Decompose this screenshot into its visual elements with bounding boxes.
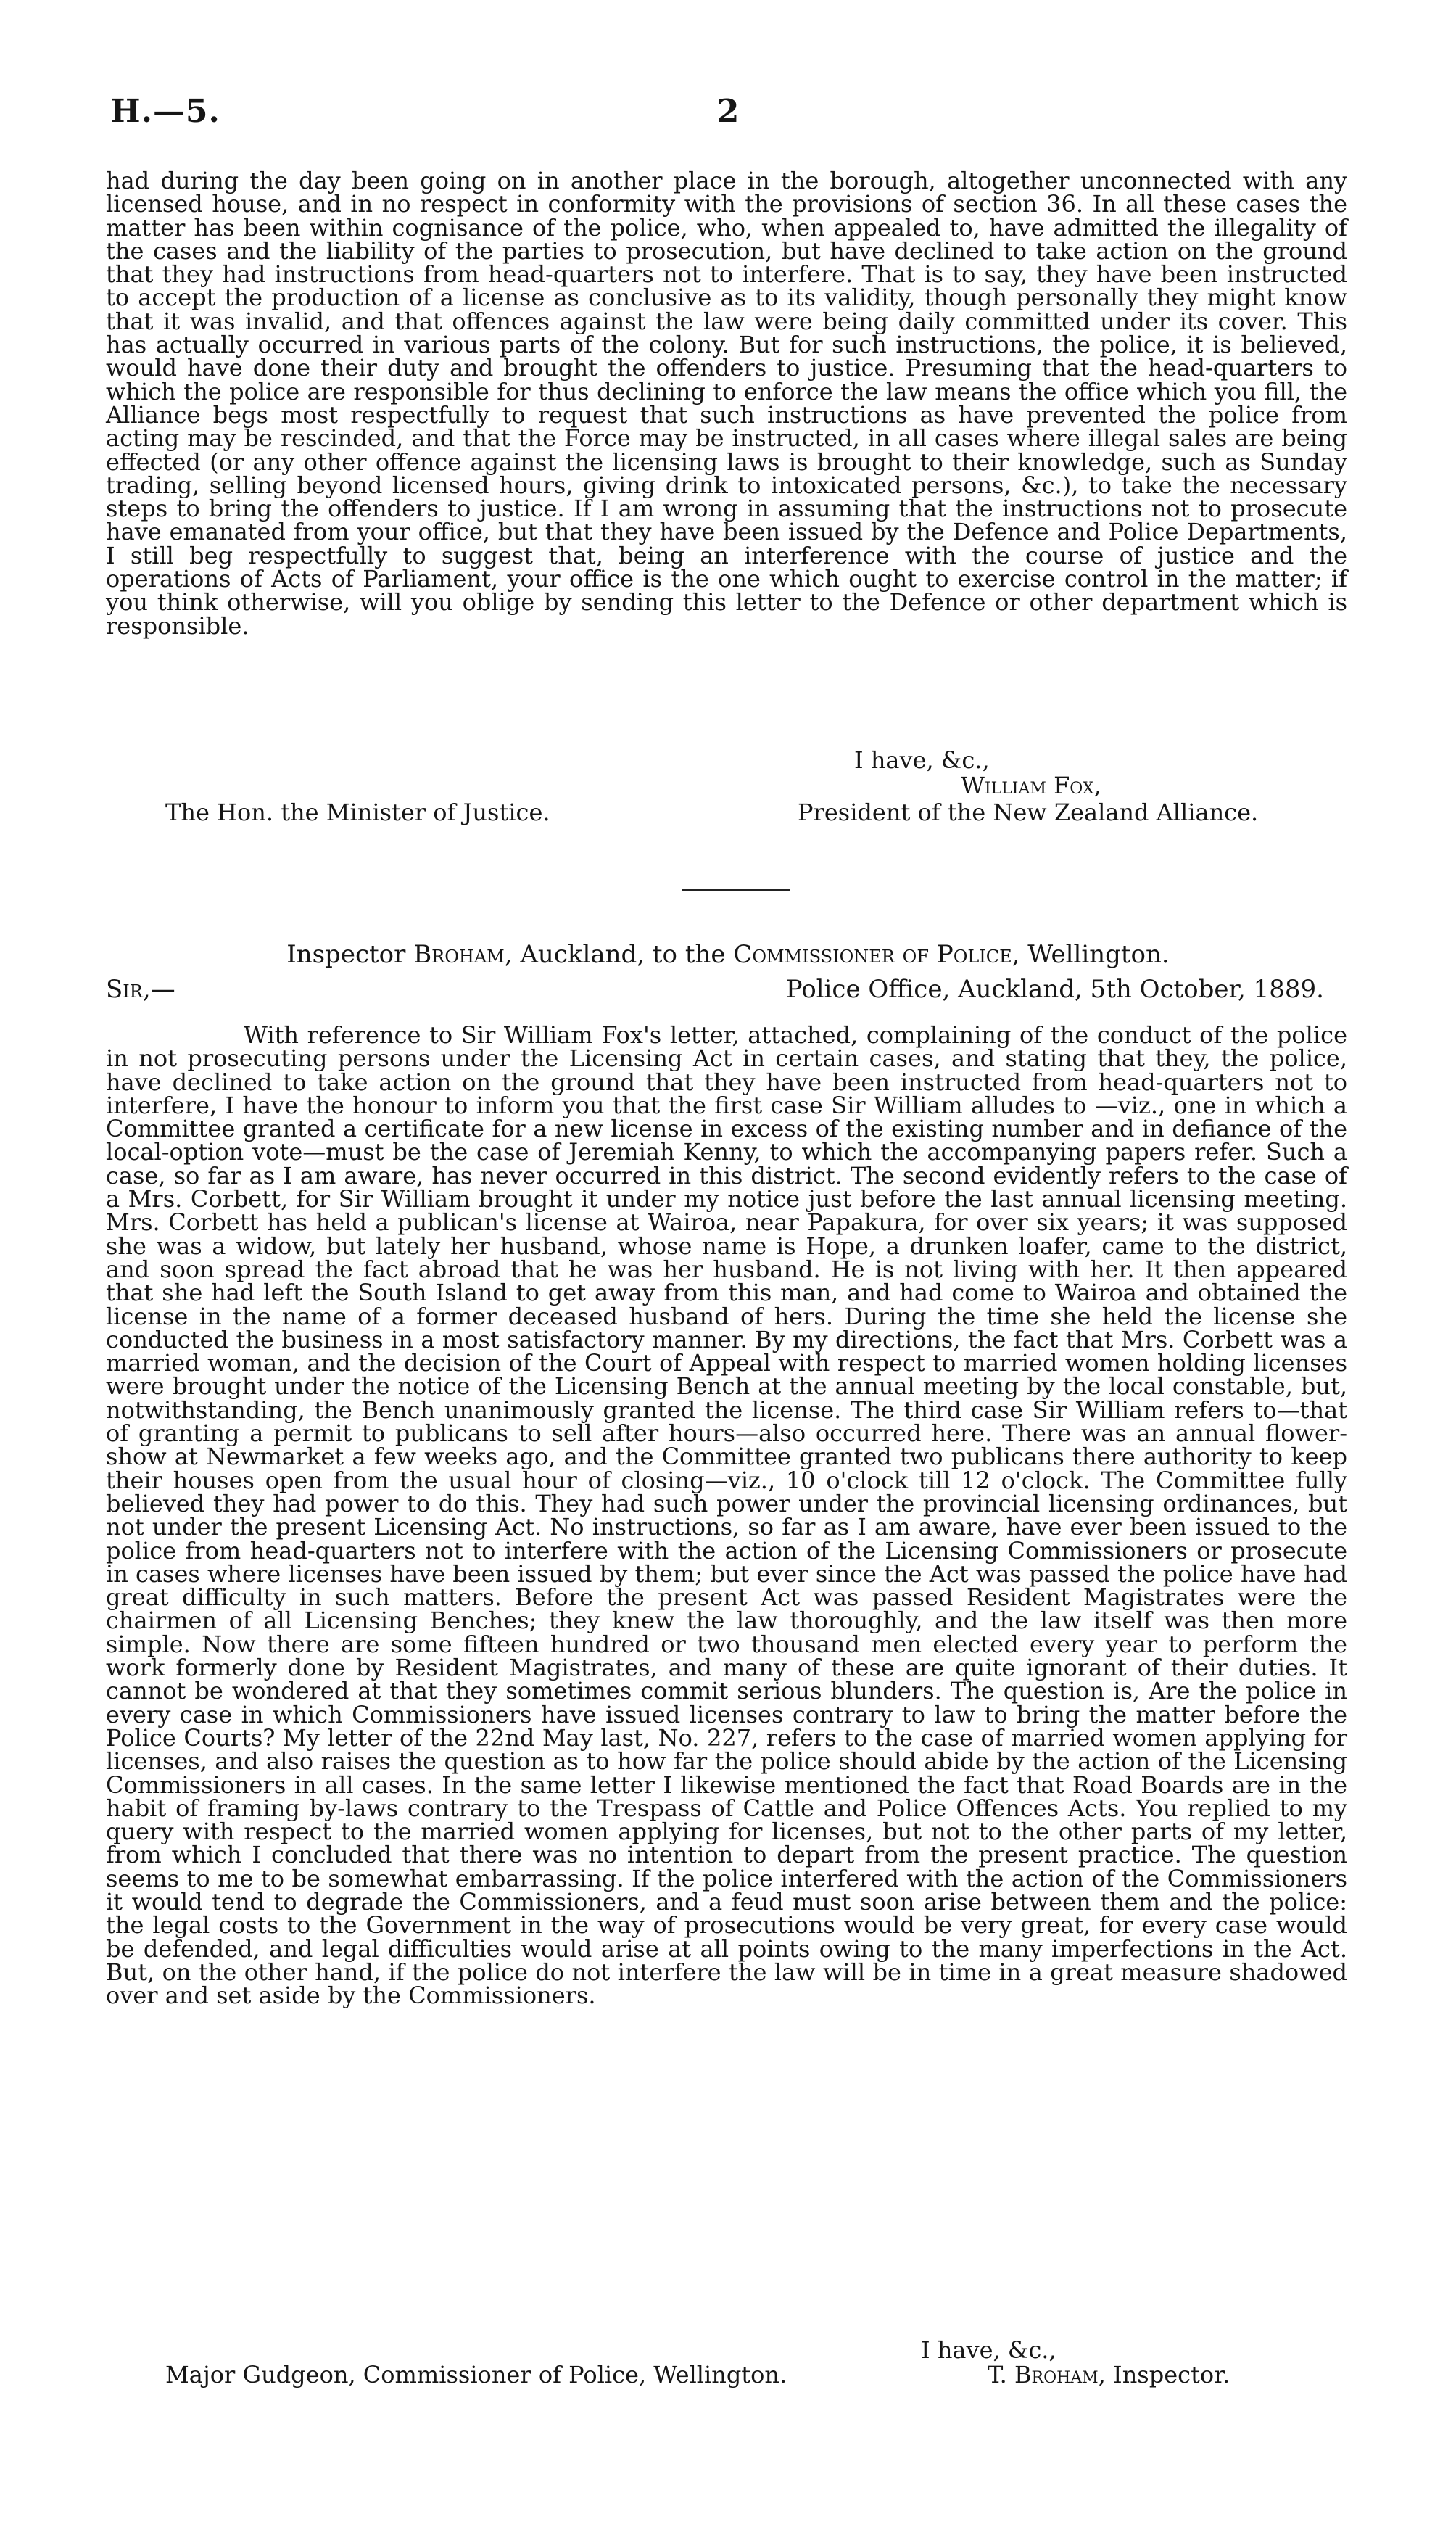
letter-broham-paragraph: With reference to Sir William Fox's letter, attached, complaining of the conduct of the police in not prosecuting persons under the Licensing Act in certain cases, and stating that they, the police, have declined to take action on the ground that they have been instructed from head-quarters not to interfere, I have the honour to inform you that the first case Sir William alludes to —viz., one in which a Committee granted a certificate for a new license in excess of the existing number and in defiance of the local-option vote—must be the case of Jeremiah Kenny, to which the accompanying papers refer. Such a case, so far as I am aware, has never occurred in this district. The second evidently refers to the case of a Mrs. Corbett, for Sir William brought it under my notice just before the last annual licensing meeting. Mrs. Corbett has held a publican's license at Wairoa, near Papakura, for over six years; it was supposed she was a widow, but lately her husband, whose name is Hope, a drunken loafer, came to the district, and soon spread the fact abroad that he was her husband. He is not living with her. It then appeared that she had left the South Island to get away from this man, and had come to Wairoa and obtained the license in the name of a former deceased husband of hers. During the time she held the license she conducted the business in a most satisfactory manner. By my directions, the fact that Mrs. Corbett was a married woman, and the decision of the Court of Appeal with respect to married women holding licenses were brought under the notice of the Licensing Bench at the annual meeting by the local constable, but, notwithstanding, the Bench unanimously granted the license. The third case Sir William refers to—that of granting a permit to publicans to sell after hours—also occurred here. There was an annual flower-show at Newmarket a few weeks ago, and the Committee granted two publicans there authority to keep their houses open from the usual hour of closing—viz., 10 o'clock till 12 o'clock. The Committee fully believed they had power to do this. They had such power under the provincial licensing ordinances, but not under the present Licensing Act. No instructions, so far as I am aware, have ever been issued to the police from head-quarters not to interfere with the action of the Licensing Commissioners or prosecute in cases where licenses have been issued by them; but ever since the Act was passed the police have had great difficulty in such matters. Before the present Act was passed Resident Magistrates were the chairmen of all Licensing Benches; they knew the law thoroughly, and the law itself was then more simple. Now there are some fifteen hundred or two thousand men elected every year to perform the work formerly done by Resident Magistrates, and many of these are quite ignorant of their duties. It cannot be wondered at that they sometimes commit serious blunders. The question is, Are the police in every case in which Commissioners have issued licenses contrary to law to bring the matter before the Police Courts? My letter of the 22nd May last, No. 227, refers to the case of married women applying for licenses, and also raises the question as to how far the police should abide by the action of the Licensing Commissioners in all cases. In the same letter I likewise mentioned the fact that Road Boards are in the habit of framing by-laws contrary to the Trespass of Cattle and Police Offences Acts. You replied to my query with respect to the married women applying for licenses, but not to the other parts of my letter, from which I concluded that there was no intention to depart from the present practice. The question seems to me to be somewhat embarrassing. If the police interfered with the action of the Commissioners it would tend to degrade the Commissioners, and a feud must soon arise between them and the police: the legal costs to the Government in the way of prosecutions would be very great, for every case would be defended, and legal difficulties would arise at all points owing to the many imperfections in the Act. But, on the other hand, if the police do not interfere the law will be in time in a great measure shadowed over and set aside by the Commissioners.	[106, 1021, 1347, 2010]
heading-end: , Wellington.	[1012, 940, 1170, 969]
document-reference: H.—5.	[110, 93, 220, 130]
heading-to: Commissioner of Police	[733, 940, 1012, 969]
letter-broham-body	[106, 1021, 1347, 2010]
letter-broham-recipient: Major Gudgeon, Commissioner of Police, Wellington.	[165, 2361, 787, 2388]
letter-fox-body	[106, 169, 1347, 638]
letter-fox-signatory: William Fox,	[961, 772, 1101, 799]
letter-broham-closing: I have, &c.,	[921, 2336, 1056, 2364]
signatory-name: T. Broham	[988, 2361, 1099, 2388]
heading-from-name: Broham	[413, 940, 505, 969]
section-divider	[682, 889, 790, 891]
letter-fox-recipient: The Hon. the Minister of Justice.	[165, 799, 550, 826]
letter-broham-heading	[0, 940, 1456, 969]
salutation: Sir,—	[106, 975, 175, 1004]
heading-mid: , Auckland, to the	[504, 940, 726, 969]
letter-broham-signature	[988, 2362, 1230, 2387]
page-number: 2	[716, 93, 740, 130]
letter-fox-closing: I have, &c.,	[854, 746, 990, 774]
heading-from: Inspector	[286, 940, 406, 969]
letter-fox-signatory-title: President of the New Zealand Alliance.	[798, 799, 1259, 826]
signatory-suffix: , Inspector.	[1098, 2361, 1230, 2388]
location-date: Police Office, Auckland, 5th October, 1889.	[785, 975, 1324, 1004]
letter-fox-paragraph: had during the day been going on in another place in the borough, altogether unconnected with any licensed house, and in no respect in conformity with the provisions of section 36. In all these cases the matter has been within cognisance of the police, who, when appealed to, have admitted the illegality of the cases and the liability of the parties to prosecution, but have declined to take action on the ground that they had instructions from head-quarters not to interfere. That is to say, they have been instructed to accept the production of a license as conclusive as to its validity, though personally they might know that it was invalid, and that offences against the law were being daily committed under its cover. This has actually occurred in various parts of the colony. But for such instructions, the police, it is believed, would have done their duty and brought the offenders to justice. Presuming that the head-quarters to which the police are responsible for thus declining to enforce the law means the office which you fill, the Alliance begs most respectfully to request that such instructions as have prevented the police from acting may be rescinded, and that the Force may be instructed, in all cases where illegal sales are being effected (or any other offence against the licensing laws is brought to their knowledge, such as Sunday trading, selling beyond licensed hours, giving drink to intoxicated persons, &c.), to take the necessary steps to bring the offenders to justice. If I am wrong in assuming that the instructions not to prosecute have emanated from your office, but that they have been issued by the Defence and Police Departments, I still beg respectfully to suggest that, being an interference with the course of justice and the operations of Acts of Parliament, your office is the one which ought to exercise control in the matter; if you think otherwise, will you oblige by sending this letter to the Defence or other department which is responsible.	[106, 167, 1347, 640]
